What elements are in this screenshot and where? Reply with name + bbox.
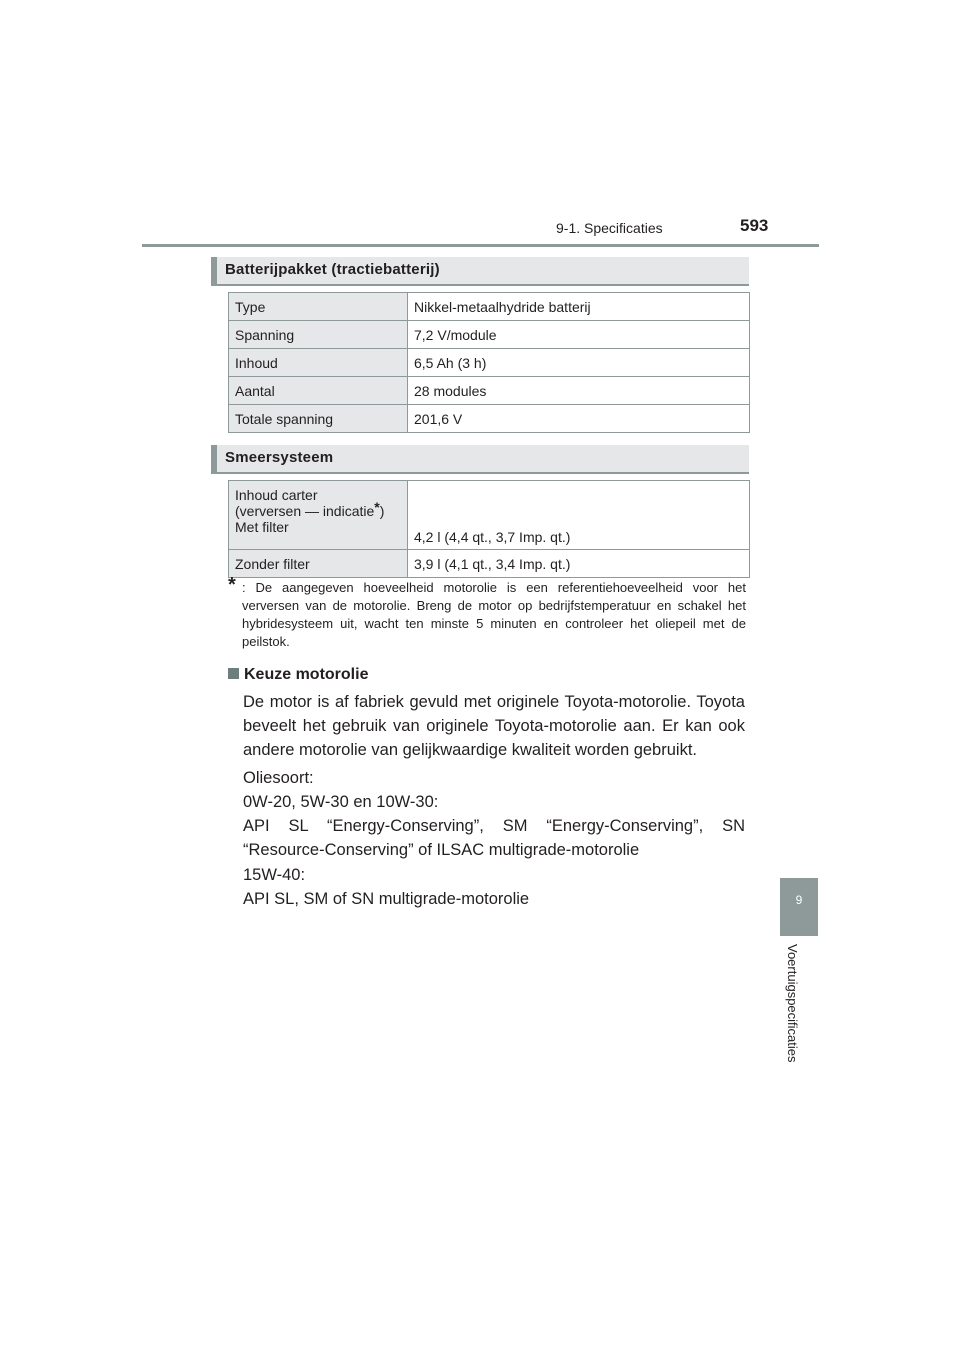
- oil-change-label: (verversen — indicatie: [235, 503, 375, 519]
- table-row: [229, 405, 750, 433]
- table-row: [229, 321, 750, 349]
- chapter-label: Voertuigspecificaties: [785, 944, 800, 1063]
- footnote-marker: *: [374, 499, 380, 515]
- oil-grade-spec: API SL “Energy-Conserving”, SM “Energy-Conserving”, SN “Resource-Conserving” of ILSAC multigrade-motorolie: [243, 817, 745, 859]
- oil-selection-heading-text: Keuze motorolie: [244, 666, 369, 683]
- spec-label: Inhoud: [229, 349, 408, 377]
- oil-selection-heading: [228, 666, 368, 684]
- table-row: [229, 293, 750, 321]
- spec-value: 4,2 l (4,4 qt., 3,7 Imp. qt.): [408, 481, 750, 550]
- header-divider: [142, 244, 819, 247]
- spec-value: 28 modules: [408, 377, 750, 405]
- with-filter-label: Met filter: [235, 519, 289, 535]
- spec-label: Zonder filter: [229, 550, 408, 578]
- oil-type-label: Oliesoort:: [243, 769, 314, 787]
- table-row: [229, 377, 750, 405]
- oil-intro-paragraph: De motor is af fabriek gevuld met originele Toyota-motorolie. Toyota beveelt het gebruik van originele Toyota-motorolie aan. Er kan ook andere motorolie van gelijkwaardige kwaliteit worden gebruikt.: [243, 693, 745, 759]
- footnote-text: : De aangegeven hoeveelheid motorolie is een referentiehoeveelheid voor het verversen van de motorolie. Breng de motor op bedrijfstemperatuur en schakel het hybridesysteem uit, wacht ten minste 5 minuten en controleer het oliepeil met de peilstok.: [242, 580, 746, 649]
- oil-grade-viscosity: 0W-20, 5W-30 en 10W-30:: [243, 793, 439, 811]
- section-accent: [211, 257, 217, 284]
- spec-value: Nikkel-metaalhydride batterij: [408, 293, 750, 321]
- table-row: [229, 550, 750, 578]
- oil-capacity-label: Inhoud carter: [235, 487, 318, 503]
- oil-change-label-end: ): [379, 503, 385, 519]
- section-accent: [211, 445, 217, 472]
- spec-value: 6,5 Ah (3 h): [408, 349, 750, 377]
- spec-label: Spanning: [229, 321, 408, 349]
- battery-section-title: Batterijpakket (tractiebatterij): [225, 261, 440, 278]
- table-row: [229, 349, 750, 377]
- footnote: [228, 574, 746, 651]
- lubrication-spec-table: [228, 480, 750, 578]
- oil-grade-spec: API SL, SM of SN multigrade-motorolie: [243, 890, 530, 908]
- lubrication-section-heading: [211, 445, 749, 474]
- running-header-section: 9-1. Specificaties: [556, 220, 663, 236]
- spec-label: Type: [229, 293, 408, 321]
- battery-spec-table: [228, 292, 750, 433]
- oil-grade-block-1: [243, 790, 745, 862]
- spec-label: Totale spanning: [229, 405, 408, 433]
- spec-label: Aantal: [229, 377, 408, 405]
- spec-value: 7,2 V/module: [408, 321, 750, 349]
- oil-grade-viscosity: 15W-40:: [243, 866, 306, 884]
- chapter-tab: [780, 878, 818, 936]
- table-row: [229, 481, 750, 550]
- battery-section-heading: [211, 257, 749, 286]
- page-number: 593: [740, 216, 769, 235]
- oil-grade-block-2: [243, 863, 745, 911]
- square-bullet-icon: [228, 668, 239, 679]
- footnote-marker: *: [228, 574, 236, 596]
- lubrication-section-title: Smeersysteem: [225, 449, 334, 466]
- spec-label: [229, 481, 408, 550]
- spec-value: 201,6 V: [408, 405, 750, 433]
- chapter-number: 9: [795, 893, 803, 907]
- spec-value: 3,9 l (4,1 qt., 3,4 Imp. qt.): [408, 550, 750, 578]
